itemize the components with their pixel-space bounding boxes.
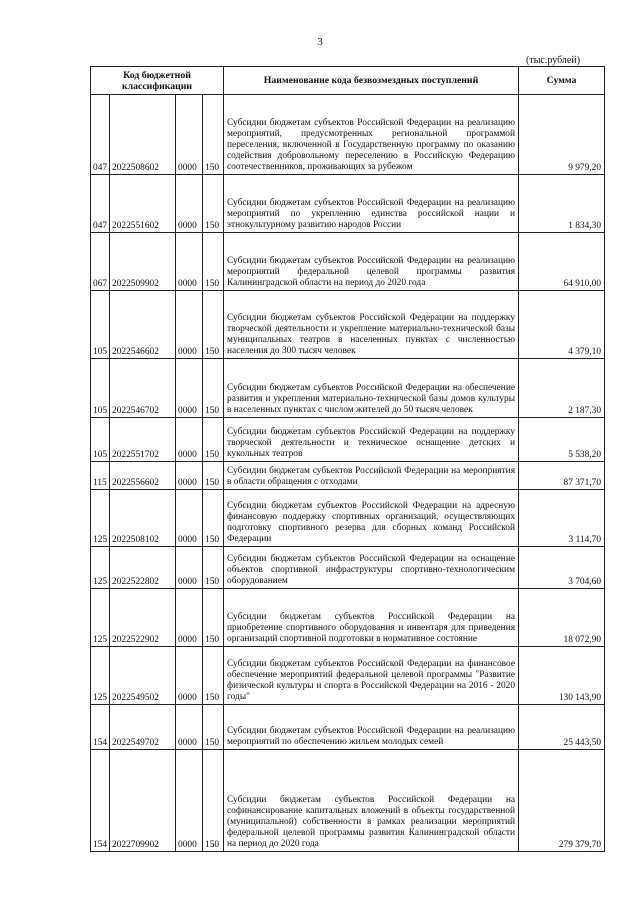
page-number: 3 xyxy=(317,36,323,48)
table-row xyxy=(91,233,605,291)
table-header-row xyxy=(91,67,605,95)
code-econ-cell: 150 xyxy=(203,95,224,175)
code-econ-cell: 150 xyxy=(203,291,224,359)
code-main-cell: 2022508102 xyxy=(110,490,176,547)
table-row xyxy=(91,647,605,705)
code-program-cell: 0000 xyxy=(176,359,203,418)
sum-cell: 87 371,70 xyxy=(519,462,605,490)
sum-cell: 130 143,90 xyxy=(519,647,605,705)
sum-cell: 279 379,70 xyxy=(519,750,605,852)
code-admin-cell: 125 xyxy=(91,647,110,705)
table-row xyxy=(91,462,605,490)
code-econ-cell: 150 xyxy=(203,462,224,490)
code-econ-cell: 150 xyxy=(203,547,224,589)
code-program-cell: 0000 xyxy=(176,490,203,547)
description-cell: Субсидии бюджетам субъектов Российской Федерации на финансовое обеспечение мероприятий федеральной целевой программы "Развитие физической культуры и спорта в Российской Федерации на 2016 - 2020 годы" xyxy=(224,647,519,705)
code-main-cell: 2022556602 xyxy=(110,462,176,490)
sum-cell: 5 538,20 xyxy=(519,418,605,462)
code-admin-cell: 125 xyxy=(91,547,110,589)
table-row xyxy=(91,490,605,547)
sum-cell: 3 114,70 xyxy=(519,490,605,547)
code-admin-cell: 115 xyxy=(91,462,110,490)
code-main-cell: 2022508602 xyxy=(110,95,176,175)
code-program-cell: 0000 xyxy=(176,291,203,359)
code-program-cell: 0000 xyxy=(176,95,203,175)
description-cell: Субсидии бюджетам субъектов Российской Федерации на реализацию мероприятий федеральной целевой программы развития Калининградской области на период до 2020 года xyxy=(224,233,519,291)
code-econ-cell: 150 xyxy=(203,490,224,547)
description-cell: Субсидии бюджетам субъектов Российской Федерации на оснащение объектов спортивной инфраструктуры спортивно-технологическим оборудованием xyxy=(224,547,519,589)
code-econ-cell: 150 xyxy=(203,175,224,233)
description-cell: Субсидии бюджетам субъектов Российской Федерации на софинансирование капитальных вложений в объекты государственной (муниципальной) собственности в рамках реализации мероприятий федеральной целевой программы развития Калининградской области на период до 2020 года xyxy=(224,750,519,852)
description-cell: Субсидии бюджетам субъектов Российской Федерации на реализацию мероприятий по укреплению единства российской нации и этнокультурному развитию народов России xyxy=(224,175,519,233)
table-row xyxy=(91,547,605,589)
table-row xyxy=(91,359,605,418)
code-admin-cell: 154 xyxy=(91,705,110,750)
header-name: Наименование кода безвозмездных поступлений xyxy=(224,67,519,95)
code-program-cell: 0000 xyxy=(176,589,203,647)
sum-cell: 1 834,30 xyxy=(519,175,605,233)
description-cell: Субсидии бюджетам субъектов Российской Федерации на мероприятия в области обращения с отходами xyxy=(224,462,519,490)
description-cell: Субсидии бюджетам субъектов Российской Федерации на обеспечение развития и укрепления материально-технической базы домов культуры в населенных пунктах с числом жителей до 50 тысяч человек xyxy=(224,359,519,418)
code-econ-cell: 150 xyxy=(203,647,224,705)
code-program-cell: 0000 xyxy=(176,175,203,233)
code-main-cell: 2022509902 xyxy=(110,233,176,291)
description-cell: Субсидии бюджетам субъектов Российской Федерации на поддержку творческой деятельности и укрепление материально-технической базы муниципальных театров в населенных пунктах с численностью населения до 300 тысяч человек xyxy=(224,291,519,359)
code-admin-cell: 105 xyxy=(91,291,110,359)
code-program-cell: 0000 xyxy=(176,705,203,750)
code-main-cell: 2022551702 xyxy=(110,418,176,462)
code-admin-cell: 047 xyxy=(91,95,110,175)
sum-cell: 4 379,10 xyxy=(519,291,605,359)
table-row xyxy=(91,95,605,175)
table-row xyxy=(91,418,605,462)
header-code: Код бюджетной классификации xyxy=(91,67,224,95)
code-econ-cell: 150 xyxy=(203,750,224,852)
table-row xyxy=(91,705,605,750)
code-admin-cell: 154 xyxy=(91,750,110,852)
code-program-cell: 0000 xyxy=(176,462,203,490)
code-program-cell: 0000 xyxy=(176,233,203,291)
sum-cell: 64 910,00 xyxy=(519,233,605,291)
code-admin-cell: 047 xyxy=(91,175,110,233)
code-econ-cell: 150 xyxy=(203,233,224,291)
description-cell: Субсидии бюджетам субъектов Российской Федерации на реализацию мероприятий по обеспечению жильем молодых семей xyxy=(224,705,519,750)
code-main-cell: 2022522902 xyxy=(110,589,176,647)
code-program-cell: 0000 xyxy=(176,750,203,852)
code-admin-cell: 125 xyxy=(91,490,110,547)
units-label: (тыс.рублей) xyxy=(526,55,581,66)
revenue-table xyxy=(90,66,605,852)
code-main-cell: 2022549502 xyxy=(110,647,176,705)
sum-cell: 2 187,30 xyxy=(519,359,605,418)
table-row xyxy=(91,291,605,359)
code-main-cell: 2022546602 xyxy=(110,291,176,359)
code-main-cell: 2022522802 xyxy=(110,547,176,589)
code-main-cell: 2022551602 xyxy=(110,175,176,233)
table-row xyxy=(91,750,605,852)
table-row xyxy=(91,175,605,233)
code-econ-cell: 150 xyxy=(203,705,224,750)
table-row xyxy=(91,589,605,647)
description-cell: Субсидии бюджетам субъектов Российской Федерации на приобретение спортивного оборудования и инвентаря для приведения организаций спортивной подготовки в нормативное состояние xyxy=(224,589,519,647)
code-main-cell: 2022709902 xyxy=(110,750,176,852)
code-program-cell: 0000 xyxy=(176,547,203,589)
description-cell: Субсидии бюджетам субъектов Российской Федерации на адресную финансовую поддержку спортивных организаций, осуществляющих подготовку спортивного резерва для сборных команд Российской Федерации xyxy=(224,490,519,547)
code-main-cell: 2022549702 xyxy=(110,705,176,750)
code-admin-cell: 125 xyxy=(91,589,110,647)
code-admin-cell: 105 xyxy=(91,418,110,462)
code-econ-cell: 150 xyxy=(203,359,224,418)
description-cell: Субсидии бюджетам субъектов Российской Федерации на поддержку творческой деятельности и техническое оснащение детских и кукольных театров xyxy=(224,418,519,462)
sum-cell: 25 443,50 xyxy=(519,705,605,750)
code-admin-cell: 105 xyxy=(91,359,110,418)
code-program-cell: 0000 xyxy=(176,418,203,462)
description-cell: Субсидии бюджетам субъектов Российской Федерации на реализацию мероприятий, предусмотренных региональной программой переселения, включенной в Государственную программу по оказанию содействия добровольному переселению в Российскую Федерацию соотечественников, проживающих за рубежом xyxy=(224,95,519,175)
header-sum: Сумма xyxy=(519,67,605,95)
code-admin-cell: 067 xyxy=(91,233,110,291)
code-econ-cell: 150 xyxy=(203,418,224,462)
code-main-cell: 2022546702 xyxy=(110,359,176,418)
code-program-cell: 0000 xyxy=(176,647,203,705)
code-econ-cell: 150 xyxy=(203,589,224,647)
sum-cell: 18 072,90 xyxy=(519,589,605,647)
sum-cell: 9 979,20 xyxy=(519,95,605,175)
sum-cell: 3 704,60 xyxy=(519,547,605,589)
